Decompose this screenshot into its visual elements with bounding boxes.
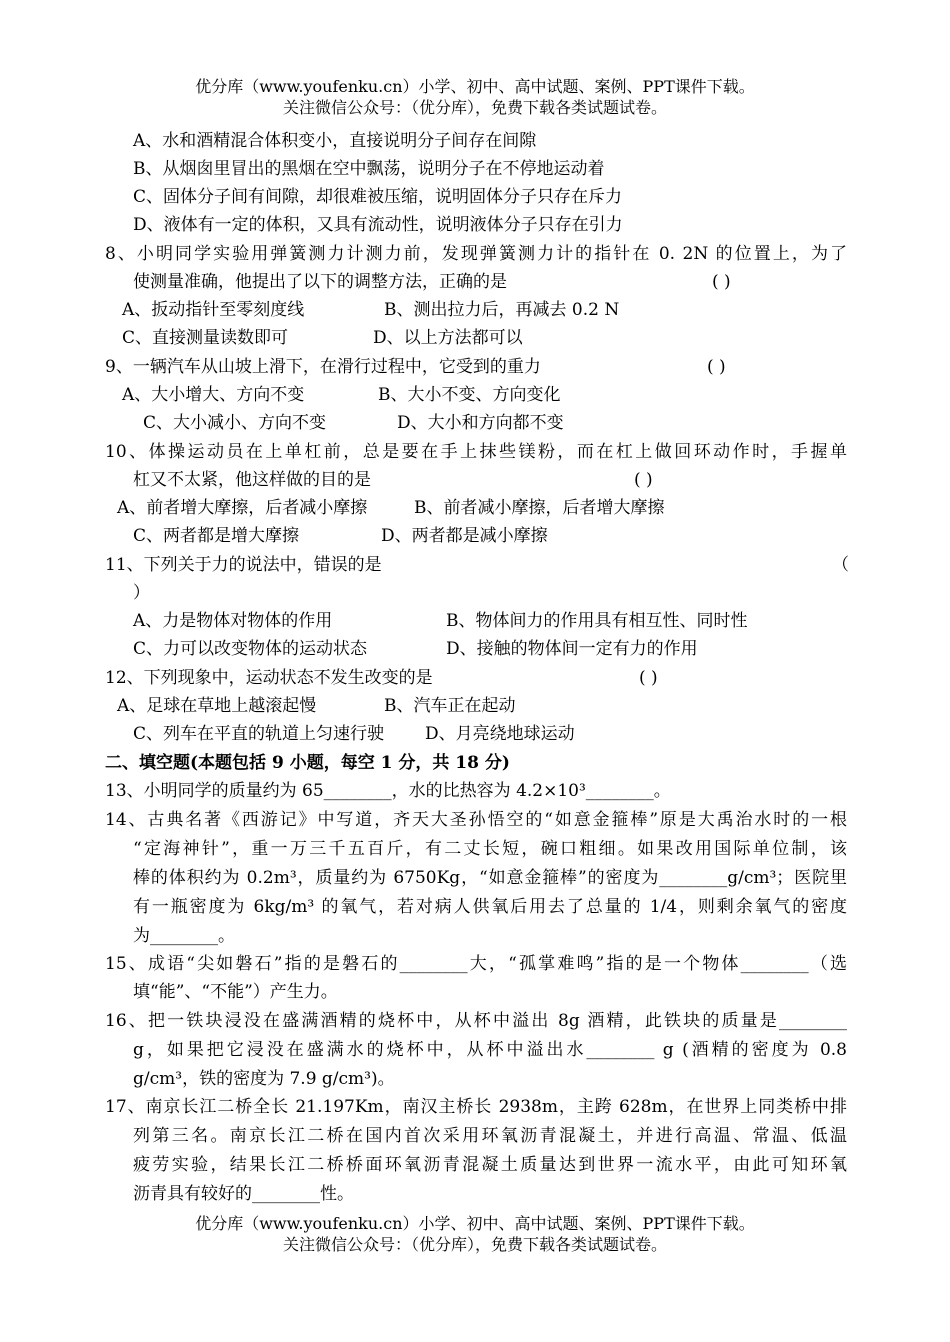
q8-option-c: C、直接测量读数即可	[122, 328, 289, 348]
q14-line-3: 棒的体积约为 0.2m³，质量约为 6750Kg，“如意金箍棒”的密度为________g/cm³；医院里	[133, 868, 847, 888]
q7-option-a: A、水和酒精混合体积变小，直接说明分子间存在间隙	[133, 131, 537, 151]
q14-line-4: 有一瓶密度为 6kg/m³ 的氧气，若对病人供氧后用去了总量的 1/4，则剩余氧气的密度	[133, 897, 847, 917]
q17-line-3: 疲劳实验，结果长江二桥桥面环氧沥青混凝土质量达到世界一流水平，由此可知环氧	[133, 1155, 847, 1175]
q9-option-d: D、大小和方向都不变	[397, 413, 564, 433]
q16-line-1: 16、把一铁块浸没在盛满酒精的烧杯中，从杯中溢出 8g 酒精，此铁块的质量是________	[105, 1011, 847, 1031]
header-line-2: 关注微信公众号：（优分库），免费下载各类试题试卷。	[282, 98, 667, 117]
q11-paren-open: （	[832, 555, 849, 575]
q8-stem-line-2: 使测量准确，他提出了以下的调整方法，正确的是	[133, 272, 507, 292]
q7-option-b: B、从烟囱里冒出的黑烟在空中飘荡，说明分子在不停地运动着	[133, 159, 605, 179]
q7-option-c: C、固体分子间有间隙，却很难被压缩，说明固体分子只存在斥力	[133, 187, 623, 207]
q7-option-d: D、液体有一定的体积，又具有流动性，说明液体分子只存在引力	[133, 215, 623, 235]
q11-stem: 11、下列关于力的说法中，错误的是	[105, 555, 382, 575]
q17-line-1: 17、南京长江二桥全长 21.197Km，南汉主桥长 2938m，主跨 628m，在世界上同类桥中排	[105, 1097, 847, 1117]
q10-answer-paren: ( )	[634, 470, 653, 490]
q9-option-a: A、大小增大、方向不变	[122, 385, 305, 405]
q12-option-d: D、月亮绕地球运动	[425, 724, 575, 744]
q8-stem-line-1: 8、小明同学实验用弹簧测力计测力前，发现弹簧测力计的指针在 0. 2N 的位置上，为了	[105, 244, 847, 264]
q10-option-a: A、前者增大摩擦，后者减小摩擦	[117, 498, 368, 518]
q17-line-4: 沥青具有较好的________性。	[133, 1184, 354, 1204]
q12-option-b: B、汽车正在起动	[384, 696, 516, 716]
q11-option-b: B、物体间力的作用具有相互性、同时性	[446, 611, 748, 631]
q10-option-b: B、前者减小摩擦，后者增大摩擦	[414, 498, 665, 518]
q10-option-c: C、两者都是增大摩擦	[133, 526, 300, 546]
header-line-1: 优分库（www.youfenku.cn）小学、初中、高中试题、案例、PPT课件下载。	[195, 77, 755, 96]
q14-line-5: 为________。	[133, 926, 235, 946]
q11-option-d: D、接触的物体间一定有力的作用	[446, 639, 698, 659]
section-2-title: 二、填空题(本题包括 9 小题，每空 1 分，共 18 分)	[105, 753, 510, 773]
q9-option-c: C、大小减小、方向不变	[143, 413, 327, 433]
q14-line-2: “定海神针”，重一万三千五百斤，有二丈长短，碗口粗细。如果改用国际单位制，该	[133, 839, 847, 859]
q15-line-1: 15、成语“尖如磐石”指的是磐石的________大，“孤掌难鸣”指的是一个物体________（选	[105, 954, 847, 974]
q10-stem-line-2: 杠又不太紧，他这样做的目的是	[133, 470, 371, 490]
q8-answer-paren: ( )	[712, 272, 731, 292]
q15-line-2: 填“能”、“不能”）产生力。	[133, 982, 338, 1002]
q8-option-b: B、测出拉力后，再减去 0.2 N	[384, 300, 620, 320]
q10-stem-line-1: 10、体操运动员在上单杠前，总是要在手上抹些镁粉，而在杠上做回环动作时，手握单	[105, 442, 847, 462]
q9-answer-paren: ( )	[707, 357, 726, 377]
q9-option-b: B、大小不变、方向变化	[378, 385, 561, 405]
q16-line-2: g，如果把它浸没在盛满水的烧杯中，从杯中溢出水________ g (酒精的密度为 0.8	[133, 1040, 847, 1060]
q17-line-2: 列第三名。南京长江二桥在国内首次采用环氧沥青混凝土，并进行高温、常温、低温	[133, 1126, 847, 1146]
q11-paren-close: ）	[133, 583, 150, 603]
q11-option-c: C、力可以改变物体的运动状态	[133, 639, 368, 659]
q12-option-c: C、列车在平直的轨道上匀速行驶	[133, 724, 385, 744]
q12-stem: 12、下列现象中，运动状态不发生改变的是	[105, 668, 433, 688]
q16-line-3: g/cm³，铁的密度为 7.9 g/cm³)。	[133, 1069, 395, 1089]
q12-option-a: A、足球在草地上越滚起慢	[117, 696, 317, 716]
footer-line-2: 关注微信公众号：（优分库），免费下载各类试题试卷。	[282, 1235, 667, 1254]
q8-option-d: D、以上方法都可以	[373, 328, 523, 348]
q10-option-d: D、两者都是减小摩擦	[381, 526, 548, 546]
q13-text: 13、小明同学的质量约为 65________，水的比热容为 4.2×10³________。	[105, 781, 671, 801]
q14-line-1: 14、古典名著《西游记》中写道，齐天大圣孙悟空的“如意金箍棒”原是大禹治水时的一根	[105, 810, 847, 830]
q8-option-a: A、扳动指针至零刻度线	[122, 300, 305, 320]
q11-option-a: A、力是物体对物体的作用	[133, 611, 333, 631]
q9-stem: 9、一辆汽车从山坡上滑下，在滑行过程中，它受到的重力	[105, 357, 541, 377]
q12-answer-paren: ( )	[639, 668, 658, 688]
footer-line-1: 优分库（www.youfenku.cn）小学、初中、高中试题、案例、PPT课件下载。	[195, 1214, 755, 1233]
